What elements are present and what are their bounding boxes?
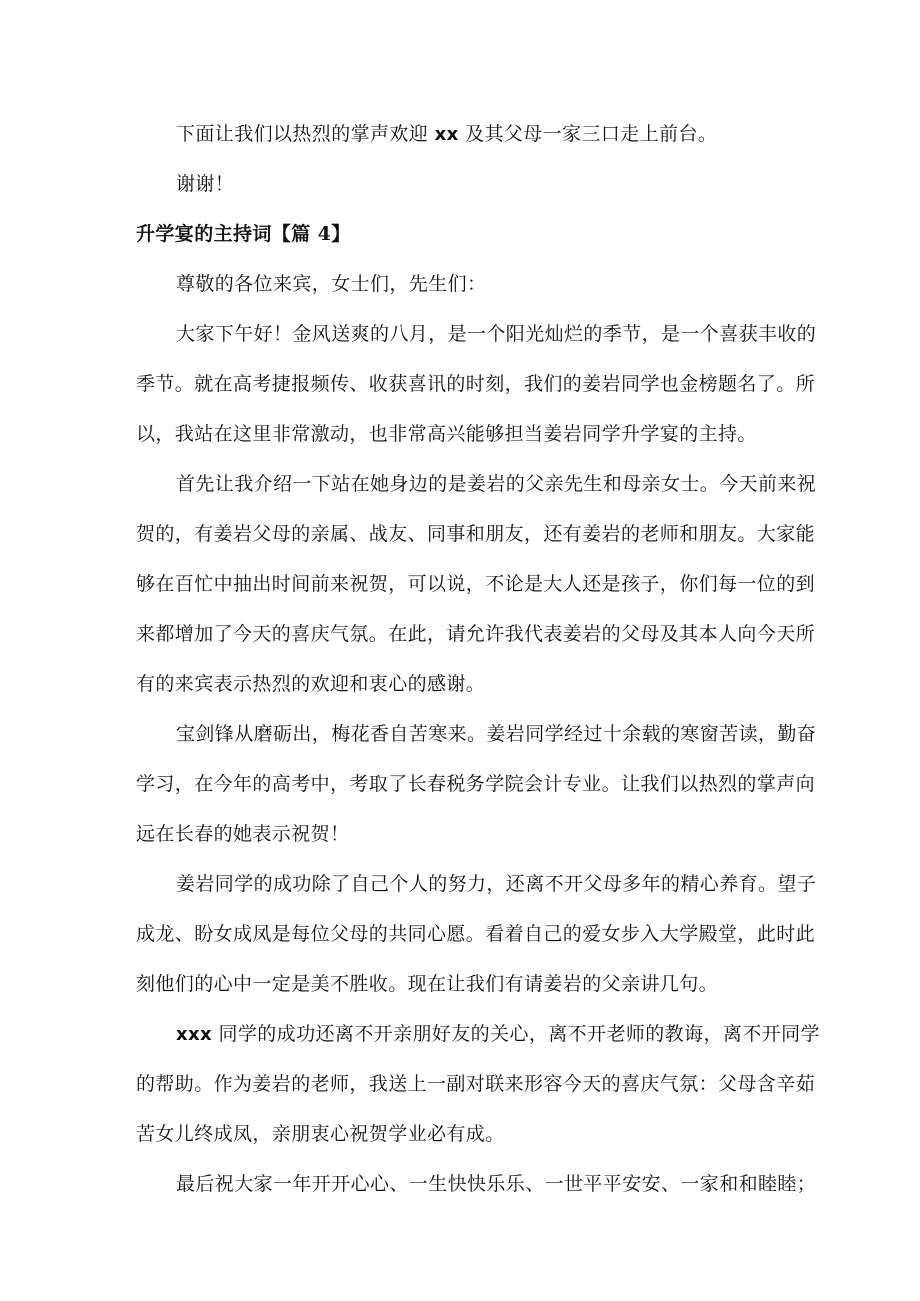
paragraph-2-line-1: 首先让我介绍一下站在她身边的是姜岩的父亲先生和母亲女士。今天前来祝 [176, 473, 817, 495]
paragraph-5-line-1 [176, 1022, 820, 1047]
paragraph-5-line-2: 的帮助。作为姜岩的老师，我送上一副对联来形容今天的喜庆气氛：父母含辛茹 [136, 1073, 816, 1095]
paragraph-2-line-2: 贺的，有姜岩父母的亲属、战友、同事和朋友，还有姜岩的老师和朋友。大家能 [136, 523, 816, 545]
intro-name-placeholder: xx [434, 124, 459, 145]
greeting-line: 尊敬的各位来宾，女士们，先生们： [176, 273, 487, 295]
paragraph-2-line-5: 有的来宾表示热烈的欢迎和衷心的感谢。 [136, 673, 486, 695]
paragraph-4-line-3: 刻他们的心中一定是美不胜收。现在让我们有请姜岩的父亲讲几句。 [136, 973, 719, 995]
paragraph-3-line-2: 学习，在今年的高考中，考取了长春税务学院会计专业。让我们以热烈的掌声向 [136, 773, 816, 795]
paragraph-2-line-3: 够在百忙中抽出时间前来祝贺，可以说，不论是大人还是孩子，你们每一位的到 [136, 573, 816, 595]
paragraph-5-first-text: 同学的成功还离不开亲朋好友的关心，离不开老师的教诲，离不开同学 [212, 1023, 820, 1045]
section-heading: 升学宴的主持词【篇 4】 [136, 223, 351, 245]
paragraph-5-line-3: 苦女儿终成凤，亲朋衷心祝贺学业必有成。 [136, 1123, 505, 1145]
intro-text-pre: 下面让我们以热烈的掌声欢迎 [176, 123, 435, 145]
paragraph-3-line-1: 宝剑锋从磨砺出，梅花香自苦寒来。姜岩同学经过十余载的寒窗苦读，勤奋 [176, 723, 817, 745]
paragraph-4-line-1: 姜岩同学的成功除了自己个人的努力，还离不开父母多年的精心养育。望子 [176, 873, 817, 895]
paragraph-2-line-4: 来都增加了今天的喜庆气氛。在此，请允许我代表姜岩的父母及其本人向今天所 [136, 623, 816, 645]
intro-line [176, 122, 717, 147]
intro-text-post: 及其父母一家三口走上前台。 [458, 123, 718, 145]
paragraph-3-line-3: 远在长春的她表示祝贺！ [136, 823, 350, 845]
paragraph-6-line-1: 最后祝大家一年开开心心、一生快快乐乐、一世平平安安、一家和和睦睦； [176, 1173, 817, 1195]
paragraph-1-line-2: 季节。就在高考捷报频传、收获喜讯的时刻，我们的姜岩同学也金榜题名了。所 [136, 373, 816, 395]
paragraph-4-line-2: 成龙、盼女成凤是每位父母的共同心愿。看着自己的爱女步入大学殿堂，此时此 [136, 923, 816, 945]
paragraph-1-line-1: 大家下午好！金风送爽的八月，是一个阳光灿烂的季节，是一个喜获丰收的 [176, 323, 817, 345]
thanks-line: 谢谢！ [176, 173, 235, 195]
paragraph-5-name-placeholder: xxx [176, 1024, 213, 1045]
paragraph-1-line-3: 以，我站在这里非常激动，也非常高兴能够担当姜岩同学升学宴的主持。 [136, 423, 757, 445]
